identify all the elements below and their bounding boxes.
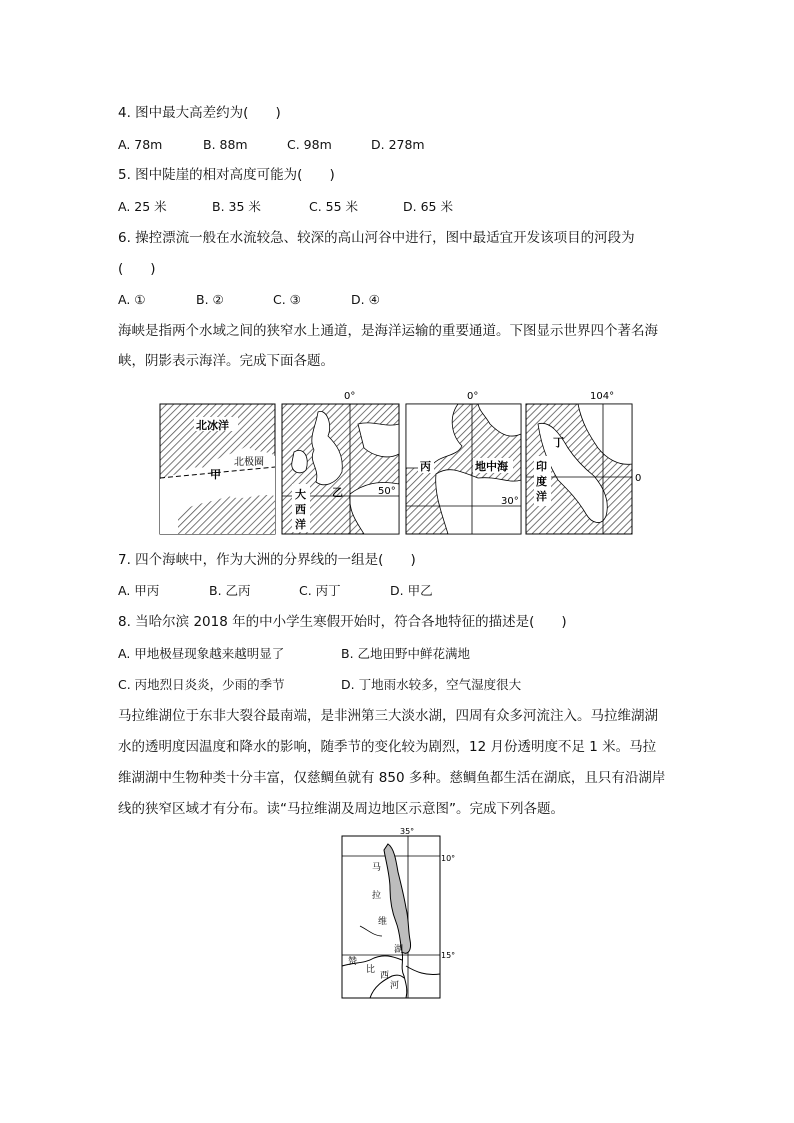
zambezi-char-2: 比: [366, 965, 376, 975]
q5-option-b: B. 35 米: [212, 199, 261, 214]
panel4-longitude-label: 104°: [590, 391, 615, 402]
q4-option-b: B. 88m: [203, 137, 248, 152]
q7-option-a: A. 甲丙: [118, 583, 160, 598]
q6-option-a: A. ①: [118, 292, 146, 307]
zambezi-char-3: 西: [380, 971, 390, 981]
malawi-lake-char-2: 拉: [372, 891, 382, 901]
arctic-circle-label: 北极圈: [234, 457, 264, 468]
strait-ding-label: 丁: [553, 436, 564, 449]
q7-option-b: B. 乙丙: [209, 583, 251, 598]
panel2-ocean-char-1: 大: [295, 488, 306, 501]
q8-option-c: C. 丙地烈日炎炎，少雨的季节: [118, 677, 285, 692]
q6-option-d: D. ④: [351, 292, 380, 307]
q7-option-d: D. 甲乙: [390, 583, 433, 598]
malawi-lake-char-1: 马: [372, 863, 382, 873]
q5-option-d: D. 65 米: [403, 199, 453, 214]
malawi-intro-line-3: 维湖湖中生物种类十分丰富，仅慈鲷鱼就有 850 多种。慈鲷鱼都生活在湖底，且只有沿湖岸: [118, 770, 666, 786]
strait-panel-bing: [406, 391, 521, 534]
question-8-stem: 8. 当哈尔滨 2018 年的中小学生寒假开始时，符合各地特征的描述是( ): [118, 614, 567, 630]
q6-option-b: B. ②: [196, 292, 224, 307]
strait-bing-label: 丙: [420, 460, 431, 473]
question-4-stem: 4. 图中最大高差约为( ): [118, 105, 281, 121]
strait-jia-label: 甲: [210, 468, 221, 481]
panel2-latitude-label: 50°: [378, 486, 396, 497]
panel4-ocean-char-2: 度: [536, 475, 547, 488]
strait-intro-line-2: 峡，阴影表示海洋。完成下面各题。: [118, 353, 334, 369]
malawi-intro-line-4: 线的狭窄区域才有分布。读“马拉维湖及周边地区示意图”。完成下列各题。: [118, 801, 564, 817]
q4-option-a: A. 78m: [118, 137, 163, 152]
q5-option-c: C. 55 米: [309, 199, 359, 214]
panel2-ocean-char-2: 西: [295, 503, 306, 516]
panel4-ocean-char-1: 印: [536, 460, 547, 473]
q8-option-a: A. 甲地极昼现象越来越明显了: [118, 646, 285, 661]
strait-panel-ding: [526, 391, 641, 534]
q5-option-a: A. 25 米: [118, 199, 167, 214]
malawi-lake-char-3: 维: [378, 917, 388, 927]
strait-panel-yi: [282, 391, 399, 534]
mediterranean-label: 地中海: [475, 460, 508, 473]
strait-yi-label: 乙: [332, 486, 343, 499]
strait-panel-jia: [160, 404, 275, 534]
malawi-latitude-15-label: 15°: [441, 951, 456, 960]
q4-option-c: C. 98m: [287, 137, 332, 152]
malawi-intro-line-1: 马拉维湖位于东非大裂谷最南端，是非洲第三大淡水湖，四周有众多河流注入。马拉维湖湖: [118, 708, 658, 724]
panel4-ocean-char-3: 洋: [536, 490, 547, 503]
panel2-ocean-char-3: 洋: [295, 518, 306, 531]
malawi-intro-line-2: 水的透明度因温度和降水的影响，随季节的变化较为剧烈，12 月份透明度不足 1 米。马拉: [118, 739, 657, 755]
question-6-stem: 6. 操控漂流一般在水流较急、较深的高山河谷中进行，图中最适宜开发该项目的河段为: [118, 230, 635, 246]
malawi-longitude-label: 35°: [400, 827, 415, 836]
zambezi-char-4: 河: [390, 981, 400, 991]
question-6-stem-cont: ( ): [118, 261, 156, 277]
q8-option-d: D. 丁地雨水较多，空气湿度很大: [341, 677, 522, 692]
question-5-stem: 5. 图中陡崖的相对高度可能为( ): [118, 167, 335, 183]
malawi-map-figure: [330, 826, 460, 1004]
q7-option-c: C. 丙丁: [299, 583, 341, 598]
q8-option-b: B. 乙地田野中鲜花满地: [341, 646, 471, 661]
malawi-lake-char-4: 湖: [394, 945, 404, 955]
panel3-longitude-label: 0°: [467, 391, 479, 402]
question-7-stem: 7. 四个海峡中，作为大洲的分界线的一组是( ): [118, 552, 416, 568]
zambezi-char-1: 赞: [348, 957, 358, 967]
panel3-latitude-label: 30°: [501, 496, 519, 507]
q6-option-c: C. ③: [273, 292, 301, 307]
strait-map-figure: [158, 384, 648, 536]
strait-intro-line-1: 海峡是指两个水域之间的狭窄水上通道，是海洋运输的重要通道。下图显示世界四个著名海: [118, 323, 658, 339]
panel4-latitude-label: 0: [635, 473, 642, 484]
arctic-ocean-label: 北冰洋: [196, 419, 229, 432]
panel2-longitude-label: 0°: [344, 391, 356, 402]
q4-option-d: D. 278m: [371, 137, 425, 152]
malawi-latitude-10-label: 10°: [441, 854, 456, 863]
